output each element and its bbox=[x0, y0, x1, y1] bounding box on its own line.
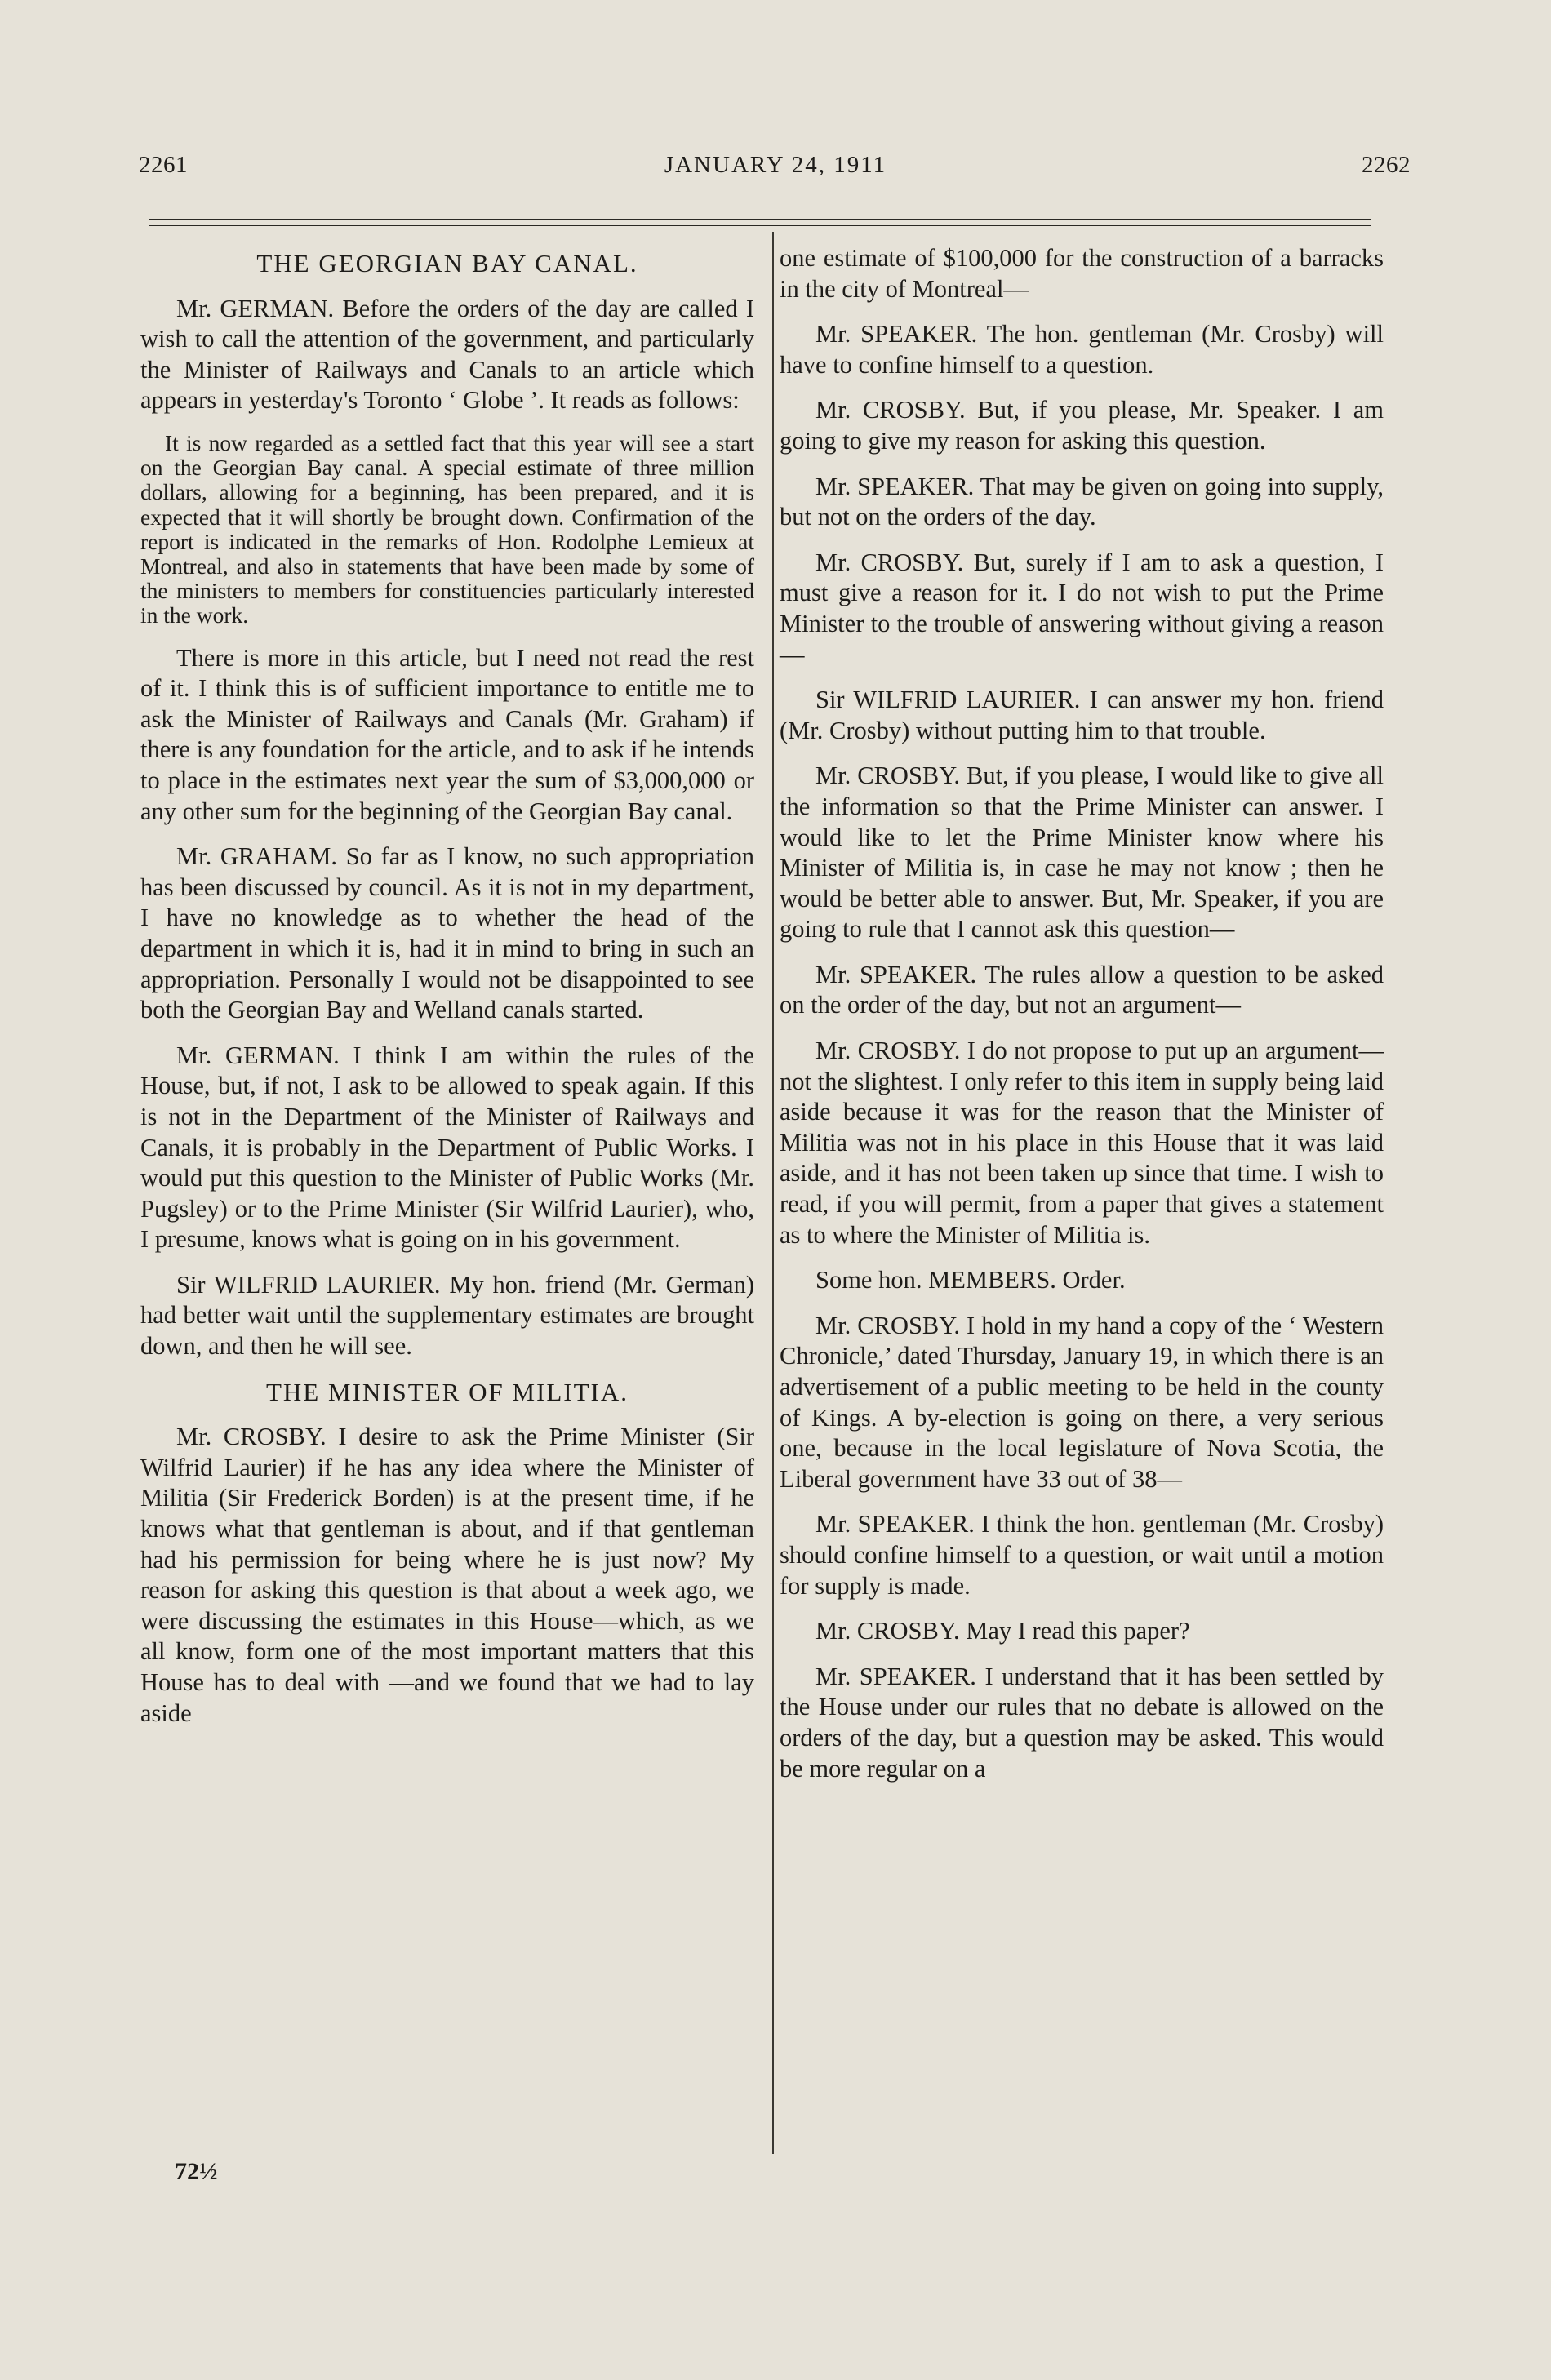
paragraph: Mr. SPEAKER. The rules allow a question to be asked on the order of the day, but not an argument— bbox=[780, 960, 1384, 1019]
page-number-left: 2261 bbox=[139, 152, 188, 178]
quoted-article: It is now regarded as a settled fact that this year will see a start on the Georgian Bay canal. A special estimate of three million dollars, allowing for a beginning, has been prepared, and it is expected that it will shortly be brought down. Confirmation of the report is indicated in the remarks of Hon. Rodolphe Lemieux at Montreal, and also in statements that have been made by some of the ministers to members for constituencies particularly interested in the work. bbox=[140, 429, 754, 628]
signature-mark: 72½ bbox=[175, 2158, 218, 2185]
left-column bbox=[140, 243, 754, 1743]
paragraph: Mr. CROSBY. But, if you please, Mr. Speaker. I am going to give my reason for asking this question. bbox=[780, 396, 1384, 455]
section-heading-minister-of-militia: THE MINISTER OF MILITIA. bbox=[265, 1377, 629, 1406]
paragraph: There is more in this article, but I need not read the rest of it. I think this is of sufficient importance to entitle me to ask the Minister of Railways and Canals (Mr. Graham) if there is any foundation for the article, and to ask if he intends to place in the estimates next year the sum of $3,000,000 or any other sum for the beginning of the Georgian Bay canal. bbox=[140, 643, 754, 825]
paragraph: Mr. CROSBY. But, if you please, I would like to give all the information so that the Prime Minister can answer. I would like to let the Prime Minister know where his Minister of Militia is, in case he may not know ; then he would be better able to answer. But, Mr. Speaker, if you are going to rule that I cannot ask this question— bbox=[780, 762, 1384, 944]
paragraph: Mr. CROSBY. I do not propose to put up an argument—not the slightest. I only refer to this item in supply being laid aside because it was for the reason that the Minister of Militia was not in his place in this House that it was laid aside, and it has not been taken up since that time. I wish to read, if you will permit, from a paper that gives a statement as to where the Minister of Militia is. bbox=[780, 1037, 1384, 1249]
paragraph: Some hon. MEMBERS. Order. bbox=[815, 1266, 1126, 1294]
paragraph: Mr. GERMAN. I think I am within the rules of the House, but, if not, I ask to be allowed to speak again. If this is not in the Department of the Minister of Railways and Canals, it is probably in the Department of Public Works. I would put this question to the Minister of Public Works (Mr. Pugsley) or to the Prime Minister (Sir Wilfrid Laurier), who, I presume, knows what is going on in his government. bbox=[140, 1041, 754, 1254]
paragraph: Mr. CROSBY. May I read this paper? bbox=[815, 1617, 1190, 1645]
paragraph-continued: one estimate of $100,000 for the construction of a barracks in the city of Montreal— bbox=[780, 244, 1384, 303]
paragraph: Mr. GRAHAM. So far as I know, no such appropriation has been discussed by council. As it is not in my department, I have no knowledge as to whether the head of the department in which it is, had it in mind to bring in such an appropriation. Personally I would not be disappointed to see both the Georgian Bay and Welland canals started. bbox=[140, 842, 754, 1024]
section-heading-georgian-bay: THE GEORGIAN BAY CANAL. bbox=[256, 249, 638, 278]
paragraph: Mr. CROSBY. I hold in my hand a copy of the ‘ Western Chronicle,’ dated Thursday, January 19, in which there is an advertisement of a public meeting to be held in the county of Kings. A by-election is going on there, a very serious one, because in the local legislature of Nova Scotia, the Liberal government have 33 out of 38— bbox=[780, 1311, 1384, 1493]
paragraph: Sir WILFRID LAURIER. My hon. friend (Mr. German) had better wait until the supplementary estimates are brought down, and then he will see. bbox=[140, 1270, 754, 1361]
paragraph: Mr. SPEAKER. I think the hon. gentleman (Mr. Crosby) should confine himself to a question, or wait until a motion for supply is made. bbox=[780, 1510, 1384, 1600]
page-number-right: 2262 bbox=[1362, 152, 1411, 178]
paragraph: Mr. GERMAN. Before the orders of the day are called I wish to call the attention of the government, and particularly the Minister of Railways and Canals to an article which appears in yesterday's Toronto ‘ Globe ’. It reads as follows: bbox=[140, 294, 754, 415]
column-divider bbox=[772, 232, 774, 2154]
paragraph: Mr. SPEAKER. I understand that it has been settled by the House under our rules that no debate is allowed on the orders of the day, but a question may be asked. This would be more regular on a bbox=[780, 1662, 1384, 1783]
header-rule-thin bbox=[149, 225, 1371, 226]
paragraph: Mr. CROSBY. But, surely if I am to ask a question, I must give a reason for it. I do not wish to put the Prime Minister to the trouble of answering without giving a reason— bbox=[780, 548, 1384, 668]
paragraph: Mr. SPEAKER. The hon. gentleman (Mr. Crosby) will have to confine himself to a question. bbox=[780, 320, 1384, 379]
right-column bbox=[780, 243, 1384, 1799]
paragraph: Mr. SPEAKER. That may be given on going into supply, but not on the orders of the day. bbox=[780, 472, 1384, 531]
header-rule bbox=[149, 219, 1371, 220]
paragraph: Mr. CROSBY. I desire to ask the Prime Minister (Sir Wilfrid Laurier) if he has any idea where the Minister of Militia (Sir Frederick Borden) is at the present time, if he knows what that gentleman is about, and if that gentleman had his permission for being where he is just now? My reason for asking this question is that about a week ago, we were discussing the estimates in this House—which, as we all know, form one of the most important matters that this House has to deal with —and we found that we had to lay aside bbox=[140, 1423, 754, 1727]
page-date: JANUARY 24, 1911 bbox=[664, 152, 887, 178]
paragraph: Sir WILFRID LAURIER. I can answer my hon. friend (Mr. Crosby) without putting him to that trouble. bbox=[780, 686, 1384, 744]
